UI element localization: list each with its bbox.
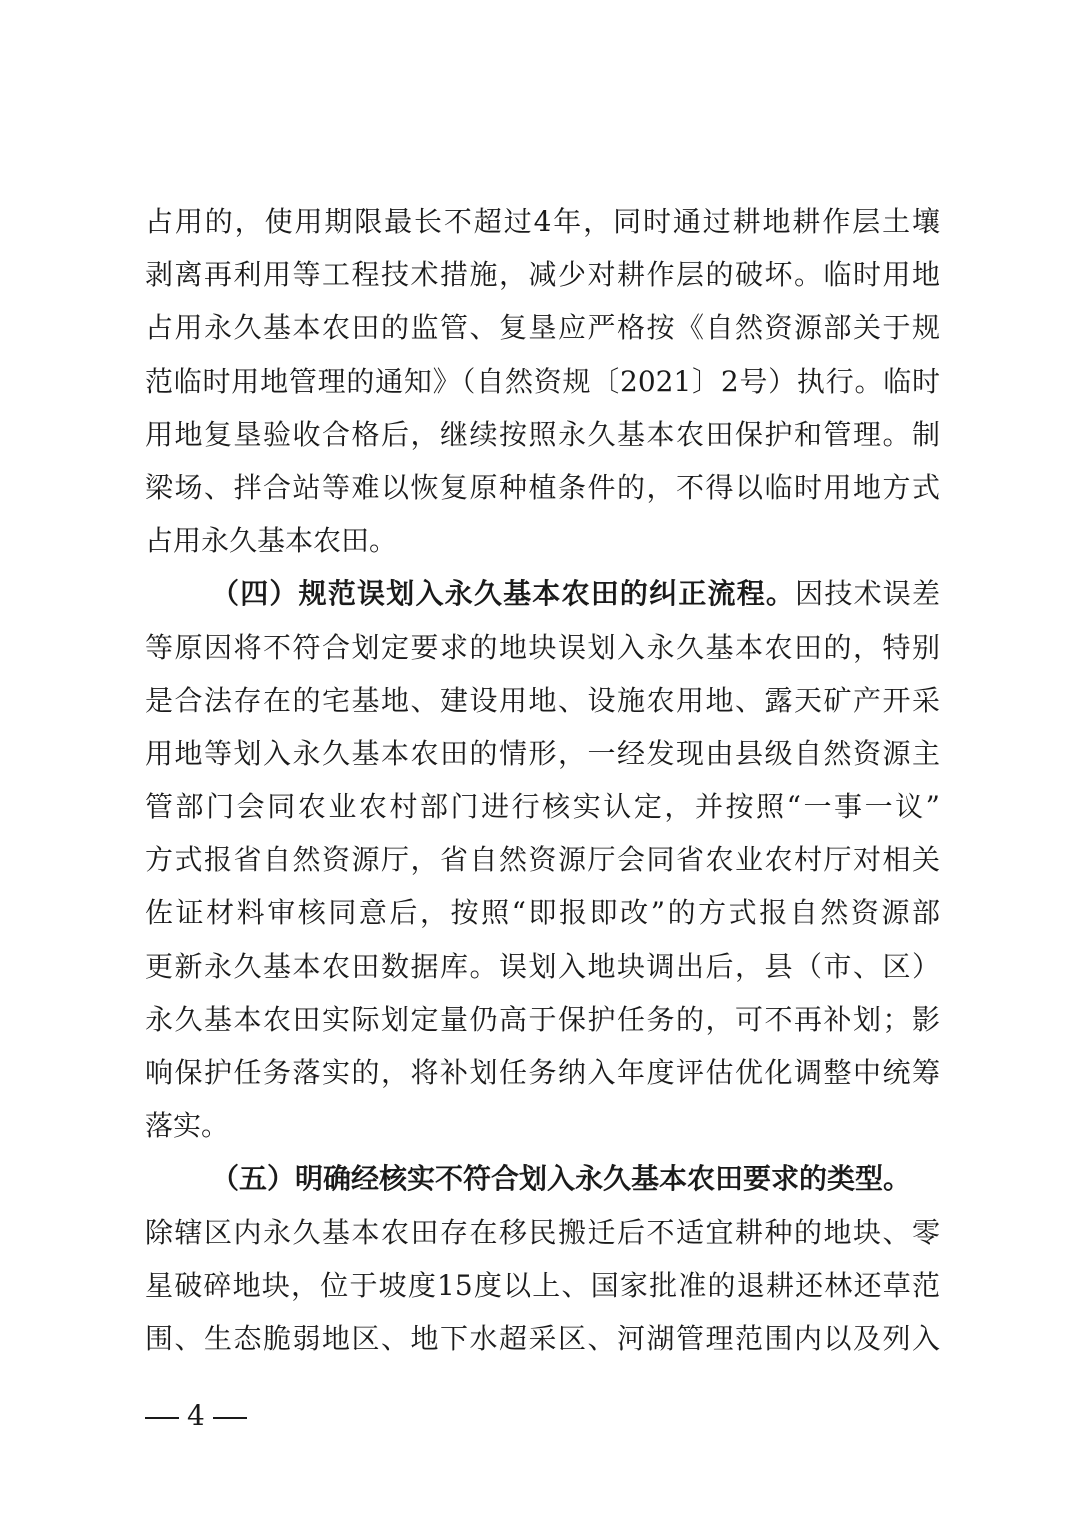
paragraph-line: 占用永久基本农田的监管、复垦应严格按《自然资源部关于规 (145, 311, 940, 345)
paragraph-line: 佐证材料审核同意后，按照“即报即改”的方式报自然资源部 (145, 896, 940, 930)
dash-right (213, 1417, 247, 1419)
section-4-first-line (145, 567, 940, 620)
section-5-heading: （五）明确经核实不符合划入永久基本农田要求的类型。 (211, 1162, 912, 1196)
paragraph-line: 范临时用地管理的通知》（自然资规〔2021〕2号）执行。临时 (145, 364, 940, 398)
paragraph-line: 响保护任务落实的，将补划任务纳入年度评估优化调整中统筹 (145, 1056, 940, 1089)
paragraph-line: 梁场、拌合站等难以恢复原种植条件的，不得以临时用地方式 (145, 470, 940, 504)
paragraph-line: 等原因将不符合划定要求的地块误划入永久基本农田的，特别 (145, 630, 940, 664)
paragraph-line: 剥离再利用等工程技术措施，减少对耕作层的破坏。临时用地 (145, 258, 940, 292)
page-number-value: 4 (187, 1399, 205, 1432)
section-5-heading-line (145, 1152, 940, 1205)
paragraph-line: 方式报省自然资源厅，省自然资源厅会同省农业农村厅对相关 (145, 843, 940, 877)
paragraph-line: 用地复垦验收合格后，继续按照永久基本农田保护和管理。制 (145, 417, 940, 451)
paragraph-line: 落实。 (145, 1109, 230, 1143)
paragraph-line: 占用的，使用期限最长不超过4年，同时通过耕地耕作层土壤 (145, 205, 940, 238)
paragraph-line: 管部门会同农业农村部门进行核实认定，并按照“一事一议” (145, 790, 940, 824)
paragraph-line: 用地等划入永久基本农田的情形，一经发现由县级自然资源主 (145, 736, 940, 770)
section-4-heading: （四）规范误划入永久基本农田的纠正流程。 (211, 577, 796, 611)
paragraph-line: 围、生态脆弱地区、地下水超采区、河湖管理范围内以及列入 (145, 1321, 940, 1355)
paragraph-line: 永久基本农田实际划定量仍高于保护任务的，可不再补划；影 (145, 1002, 940, 1036)
paragraph-line: 占用永久基本农田。 (145, 524, 398, 558)
paragraph-line: 是合法存在的宅基地、建设用地、设施农用地、露天矿产开采 (145, 683, 940, 717)
body-text (145, 195, 940, 1365)
page-number (145, 1396, 247, 1436)
paragraph-line: 更新永久基本农田数据库。误划入地块调出后，县（市、区） (145, 949, 940, 983)
section-4-first-tail: 因技术误差 (795, 577, 940, 611)
paragraph-line: 星破碎地块，位于坡度15度以上、国家批准的退耕还林还草范 (145, 1268, 940, 1302)
paragraph-line: 除辖区内永久基本农田存在移民搬迁后不适宜耕种的地块、零 (145, 1215, 940, 1249)
dash-left (145, 1417, 179, 1419)
